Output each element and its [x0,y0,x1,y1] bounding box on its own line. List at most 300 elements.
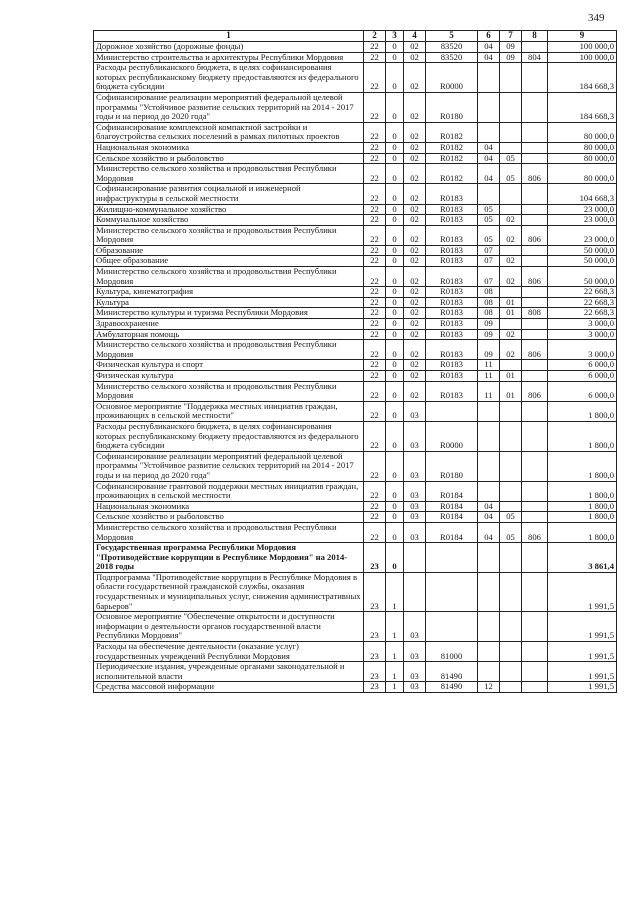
col-header-1: 1 [94,31,364,42]
table-row [94,642,617,662]
cell-amount: 6 000,0 [548,381,617,401]
row-name: Амбулаторная помощь [94,329,364,340]
cell-c4: 02 [404,142,426,153]
cell-c4: 02 [404,256,426,267]
cell-c7 [500,122,522,142]
row-name: Сельское хозяйство и рыболовство [94,153,364,164]
cell-c8 [522,287,548,298]
cell-c3: 0 [386,421,404,451]
cell-c8 [522,256,548,267]
cell-c6: 11 [478,381,500,401]
cell-c7 [500,142,522,153]
cell-amount: 50 000,0 [548,245,617,256]
cell-c4: 02 [404,52,426,63]
cell-c5: R0182 [426,164,478,184]
cell-c7 [500,612,522,642]
cell-amount: 1 800,0 [548,522,617,542]
table-row [94,63,617,93]
row-name: Национальная экономика [94,501,364,512]
table-row [94,142,617,153]
cell-c5: R0183 [426,381,478,401]
cell-c2: 23 [364,662,386,682]
cell-c3: 0 [386,215,404,226]
cell-c5: 81000 [426,642,478,662]
row-name: Сельское хозяйство и рыболовство [94,512,364,523]
cell-c8 [522,92,548,122]
cell-c8 [522,572,548,611]
row-name: Софинансирование развития социальной и инженерной инфраструктуры в сельской местности [94,184,364,204]
cell-c5: R0183 [426,371,478,382]
cell-c5: R0183 [426,329,478,340]
cell-c6: 09 [478,340,500,360]
table-row [94,225,617,245]
cell-c5: R0182 [426,142,478,153]
row-name: Культура, кинематография [94,287,364,298]
cell-c8 [522,215,548,226]
cell-c2: 22 [364,164,386,184]
cell-c2: 22 [364,522,386,542]
cell-c5 [426,543,478,573]
cell-c8: 806 [522,340,548,360]
cell-c2: 23 [364,682,386,693]
cell-c2: 22 [364,297,386,308]
cell-c3: 0 [386,319,404,330]
cell-c7: 01 [500,297,522,308]
cell-c8 [522,612,548,642]
cell-c8 [522,360,548,371]
cell-c4: 03 [404,501,426,512]
cell-c7 [500,287,522,298]
table-row [94,481,617,501]
cell-c6: 05 [478,215,500,226]
page-number: 349 [588,12,605,24]
cell-c3: 0 [386,225,404,245]
cell-c7 [500,642,522,662]
cell-c8 [522,371,548,382]
cell-c5: R0183 [426,297,478,308]
cell-amount: 22 668,3 [548,297,617,308]
cell-c2: 22 [364,63,386,93]
cell-c5: 81490 [426,662,478,682]
cell-c7 [500,204,522,215]
cell-c4: 02 [404,340,426,360]
row-name: Министерство сельского хозяйства и продовольствия Республики Мордовия [94,522,364,542]
table-row [94,512,617,523]
cell-c3: 0 [386,287,404,298]
cell-c7 [500,401,522,421]
cell-c3: 0 [386,360,404,371]
cell-amount: 6 000,0 [548,360,617,371]
row-name: Периодические издания, учрежденные органами законодательной и исполнительной власти [94,662,364,682]
cell-c8 [522,42,548,53]
cell-c4: 02 [404,184,426,204]
cell-c7: 09 [500,42,522,53]
row-name: Министерство сельского хозяйства и продовольствия Республики Мордовия [94,267,364,287]
cell-c5 [426,612,478,642]
cell-c7 [500,360,522,371]
cell-c5: R0184 [426,512,478,523]
cell-amount: 100 000,0 [548,42,617,53]
cell-c5: R0183 [426,360,478,371]
cell-amount: 184 668,3 [548,63,617,93]
table-row [94,308,617,319]
cell-c4: 03 [404,642,426,662]
cell-c6 [478,451,500,481]
cell-c6: 11 [478,371,500,382]
cell-c3: 0 [386,52,404,63]
cell-c7: 02 [500,225,522,245]
cell-c8: 806 [522,522,548,542]
cell-amount: 1 800,0 [548,421,617,451]
cell-c7 [500,572,522,611]
cell-c7: 02 [500,267,522,287]
row-name: Министерство сельского хозяйства и продовольствия Республики Мордовия [94,381,364,401]
cell-c3: 0 [386,92,404,122]
cell-c2: 22 [364,92,386,122]
cell-c5: R0183 [426,319,478,330]
cell-c8 [522,184,548,204]
cell-c8 [522,642,548,662]
cell-c6: 08 [478,308,500,319]
col-header-7: 7 [500,31,522,42]
table-row [94,682,617,693]
cell-c4: 03 [404,682,426,693]
cell-c6 [478,401,500,421]
cell-amount: 184 668,3 [548,92,617,122]
table-row [94,501,617,512]
cell-amount: 23 000,0 [548,204,617,215]
table-row [94,92,617,122]
table-row [94,340,617,360]
cell-c5: R0184 [426,501,478,512]
cell-c4: 02 [404,371,426,382]
cell-amount: 50 000,0 [548,267,617,287]
cell-c2: 22 [364,184,386,204]
cell-c6: 04 [478,52,500,63]
table-row [94,256,617,267]
cell-c2: 22 [364,421,386,451]
cell-c3: 0 [386,164,404,184]
cell-amount: 6 000,0 [548,371,617,382]
row-name: Жилищно-коммунальное хозяйство [94,204,364,215]
cell-c5: R0183 [426,340,478,360]
cell-c4: 03 [404,662,426,682]
cell-c4: 02 [404,215,426,226]
cell-c8 [522,63,548,93]
table-row [94,287,617,298]
cell-c3: 0 [386,42,404,53]
cell-c3: 0 [386,381,404,401]
cell-c7 [500,92,522,122]
table-row [94,381,617,401]
cell-c6: 07 [478,267,500,287]
cell-c4: 02 [404,308,426,319]
table-row [94,612,617,642]
cell-c2: 22 [364,267,386,287]
cell-c4: 03 [404,612,426,642]
row-name: Министерство сельского хозяйства и продовольствия Республики Мордовия [94,225,364,245]
cell-c6: 07 [478,256,500,267]
cell-amount: 3 000,0 [548,319,617,330]
cell-c3: 0 [386,340,404,360]
cell-c4: 03 [404,451,426,481]
table-row [94,122,617,142]
cell-c2: 23 [364,543,386,573]
cell-c3: 0 [386,267,404,287]
cell-c5: R0183 [426,256,478,267]
cell-c2: 22 [364,512,386,523]
cell-amount: 80 000,0 [548,122,617,142]
cell-c2: 22 [364,153,386,164]
row-name: Софинансирование грантовой поддержки местных инициатив граждан, проживающих в сельской местности [94,481,364,501]
cell-c4 [404,572,426,611]
cell-c7: 05 [500,522,522,542]
cell-c5: R0184 [426,481,478,501]
cell-c2: 23 [364,612,386,642]
cell-c8 [522,512,548,523]
cell-c7 [500,63,522,93]
cell-amount: 1 800,0 [548,451,617,481]
cell-c7: 01 [500,371,522,382]
cell-c4: 03 [404,481,426,501]
row-name: Расходы республиканского бюджета, в целях софинансирования которых республиканскому бюджету предоставляются из федерального бюджета субсидии [94,421,364,451]
cell-c7 [500,319,522,330]
cell-c2: 22 [364,360,386,371]
cell-c5 [426,401,478,421]
cell-c2: 22 [364,287,386,298]
cell-amount: 22 668,3 [548,287,617,298]
cell-c2: 22 [364,215,386,226]
cell-c7: 05 [500,164,522,184]
table-row [94,184,617,204]
cell-c5: R0183 [426,308,478,319]
cell-c6 [478,612,500,642]
cell-c8 [522,682,548,693]
cell-c8 [522,329,548,340]
cell-c3: 0 [386,153,404,164]
cell-c8 [522,501,548,512]
cell-c7: 02 [500,329,522,340]
cell-c8: 806 [522,381,548,401]
cell-c7: 09 [500,52,522,63]
cell-c3: 0 [386,256,404,267]
cell-amount: 23 000,0 [548,225,617,245]
cell-c7 [500,662,522,682]
cell-c4: 02 [404,204,426,215]
table-row [94,319,617,330]
cell-c4: 02 [404,225,426,245]
cell-c3: 0 [386,522,404,542]
row-name: Министерство сельского хозяйства и продовольствия Республики Мордовия [94,340,364,360]
cell-c8 [522,204,548,215]
cell-c6: 05 [478,204,500,215]
cell-c4: 02 [404,63,426,93]
table-row [94,297,617,308]
cell-c3: 1 [386,682,404,693]
cell-c4: 02 [404,360,426,371]
cell-c8 [522,142,548,153]
cell-c7 [500,481,522,501]
col-header-6: 6 [478,31,500,42]
cell-c5: R0183 [426,245,478,256]
cell-c6: 04 [478,164,500,184]
cell-c4: 03 [404,401,426,421]
cell-c7 [500,543,522,573]
cell-c7 [500,451,522,481]
cell-c4: 02 [404,164,426,184]
cell-c8: 804 [522,52,548,63]
cell-c5: R0184 [426,522,478,542]
cell-amount: 1 991,5 [548,572,617,611]
table-row [94,329,617,340]
cell-c6: 12 [478,682,500,693]
cell-c4: 02 [404,381,426,401]
cell-amount: 23 000,0 [548,215,617,226]
cell-c3: 0 [386,142,404,153]
cell-c3: 0 [386,329,404,340]
cell-c3: 0 [386,308,404,319]
budget-table [93,30,617,693]
cell-c4: 02 [404,122,426,142]
cell-c6 [478,122,500,142]
row-name: Софинансирование реализации мероприятий федеральной целевой программы "Устойчивое развитие сельских территорий на 2014 - 2017 годы и на период до 2020 года" [94,451,364,481]
cell-c6: 07 [478,245,500,256]
col-header-9: 9 [548,31,617,42]
row-name: Государственная программа Республики Мордовия "Противодействие коррупции в Республике Мордовия" на 2014-2018 годы [94,543,364,573]
cell-c2: 22 [364,481,386,501]
cell-c8 [522,319,548,330]
col-header-4: 4 [404,31,426,42]
cell-amount: 80 000,0 [548,153,617,164]
cell-c2: 22 [364,401,386,421]
cell-c5 [426,572,478,611]
row-name: Министерство культуры и туризма Республики Мордовия [94,308,364,319]
cell-c6 [478,92,500,122]
table-row [94,52,617,63]
cell-c2: 22 [364,204,386,215]
cell-c7: 05 [500,153,522,164]
table-row [94,164,617,184]
cell-amount: 1 991,5 [548,662,617,682]
cell-c3: 0 [386,451,404,481]
cell-c6: 09 [478,329,500,340]
cell-c2: 23 [364,642,386,662]
row-name: Основное мероприятие "Обеспечение открытости и доступности информации о деятельности органов государственной власти Республики Мордовия" [94,612,364,642]
cell-amount: 1 800,0 [548,401,617,421]
cell-c4: 02 [404,267,426,287]
cell-c3: 0 [386,297,404,308]
cell-c3: 0 [386,543,404,573]
cell-c2: 22 [364,256,386,267]
cell-c7: 01 [500,381,522,401]
cell-c8 [522,122,548,142]
cell-c3: 0 [386,401,404,421]
cell-c8 [522,543,548,573]
cell-amount: 50 000,0 [548,256,617,267]
cell-c2: 22 [364,451,386,481]
cell-c6 [478,481,500,501]
cell-c8 [522,153,548,164]
cell-amount: 3 861,4 [548,543,617,573]
cell-c7 [500,245,522,256]
cell-c5: 81490 [426,682,478,693]
cell-c5: 83520 [426,42,478,53]
cell-amount: 1 800,0 [548,501,617,512]
cell-c6: 04 [478,42,500,53]
row-name: Расходы республиканского бюджета, в целях софинансирования которых республиканскому бюджету предоставляются из федерального бюджета субсидии [94,63,364,93]
cell-amount: 80 000,0 [548,164,617,184]
cell-c2: 22 [364,319,386,330]
col-header-5: 5 [426,31,478,42]
row-name: Министерство сельского хозяйства и продовольствия Республики Мордовия [94,164,364,184]
table-row [94,215,617,226]
cell-c2: 22 [364,501,386,512]
cell-c4: 02 [404,42,426,53]
cell-c6: 08 [478,297,500,308]
cell-c5: 83520 [426,52,478,63]
cell-c4 [404,543,426,573]
cell-c8 [522,421,548,451]
cell-c5: R0183 [426,215,478,226]
cell-c6 [478,662,500,682]
cell-amount: 1 991,5 [548,682,617,693]
cell-c3: 1 [386,572,404,611]
cell-c6 [478,421,500,451]
table-row [94,543,617,573]
table-row [94,360,617,371]
cell-c2: 22 [364,122,386,142]
table-body [94,42,617,693]
cell-c3: 0 [386,63,404,93]
cell-c6: 08 [478,287,500,298]
cell-c6: 04 [478,501,500,512]
cell-c8 [522,451,548,481]
cell-c5: R0182 [426,122,478,142]
cell-c3: 1 [386,662,404,682]
row-name: Коммунальное хозяйство [94,215,364,226]
cell-c2: 22 [364,381,386,401]
cell-c5: R0183 [426,267,478,287]
table-row [94,401,617,421]
header-row [94,31,617,42]
cell-c4: 03 [404,512,426,523]
cell-c2: 22 [364,42,386,53]
cell-c8: 806 [522,164,548,184]
cell-amount: 1 800,0 [548,481,617,501]
cell-c7: 01 [500,308,522,319]
cell-c6: 04 [478,522,500,542]
row-name: Физическая культура и спорт [94,360,364,371]
cell-c6: 04 [478,153,500,164]
cell-amount: 100 000,0 [548,52,617,63]
row-name: Основное мероприятие "Поддержка местных инициатив граждан, проживающих в сельской местности" [94,401,364,421]
table-row [94,153,617,164]
cell-c6: 04 [478,142,500,153]
cell-c5: R0000 [426,421,478,451]
col-header-2: 2 [364,31,386,42]
cell-c5: R0183 [426,184,478,204]
row-name: Национальная экономика [94,142,364,153]
cell-c3: 0 [386,371,404,382]
cell-c3: 0 [386,245,404,256]
cell-c2: 22 [364,225,386,245]
cell-c2: 23 [364,572,386,611]
cell-c2: 22 [364,52,386,63]
cell-c8: 808 [522,308,548,319]
cell-c3: 0 [386,481,404,501]
cell-c5: R0183 [426,204,478,215]
table-row [94,245,617,256]
